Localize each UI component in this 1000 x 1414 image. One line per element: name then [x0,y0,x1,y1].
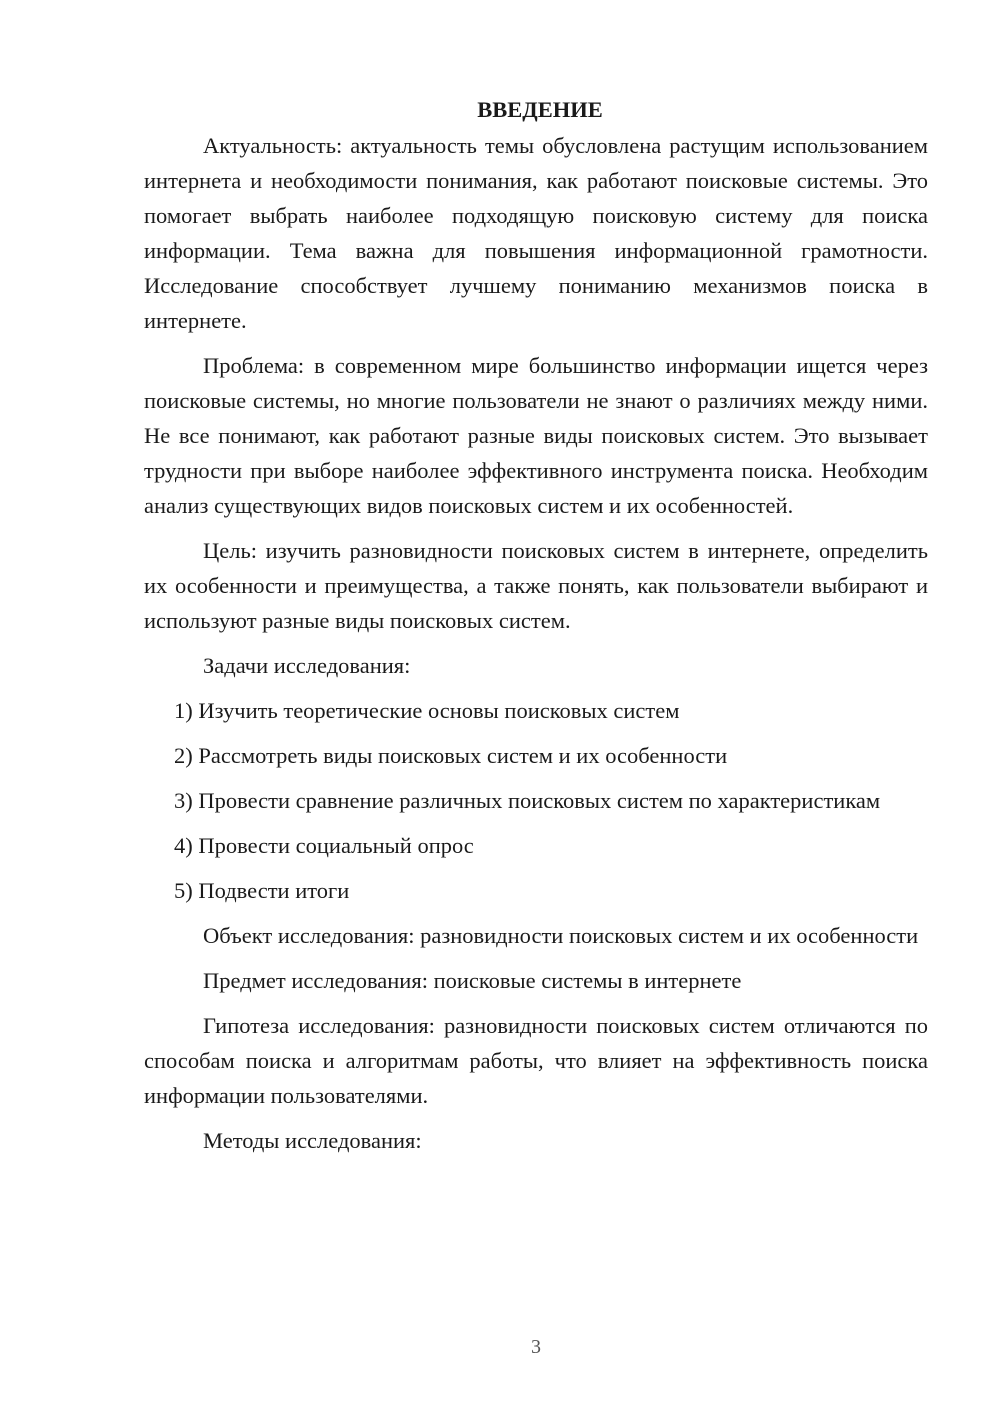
task-item: 2) Рассмотреть виды поисковых систем и их особенности [174,743,728,768]
task-item: 5) Подвести итоги [174,878,350,903]
relevance-paragraph: Актуальность: актуальность темы обусловлена растущим использованием интернета и необходимости понимания, как работают поисковые системы. Это помогает выбрать наиболее подходящую поисковую систему для поиска информации. Тема важна для повышения информационной грамотности. Исследование способствует лучшему пониманию механизмов поиска в интернете. [144,133,928,333]
tasks-title: Задачи исследования: [203,653,411,678]
task-item: 1) Изучить теоретические основы поисковых систем [174,698,680,723]
page-number: 3 [531,1336,541,1358]
page-content [144,92,928,1168]
task-item: 3) Провести сравнение различных поисковых систем по характеристикам [174,788,881,813]
task-item: 4) Провести социальный опрос [174,833,474,858]
page-heading: ВВЕДЕНИЕ [477,97,603,122]
problem-paragraph: Проблема: в современном мире большинство информации ищется через поисковые системы, но многие пользователи не знают о различиях между ними. Не все понимают, как работают разные виды поисковых систем. Это вызывает трудности при выборе наиболее эффективного инструмента поиска. Необходим анализ существующих видов поисковых систем и их особенностей. [144,353,928,518]
object-paragraph: Объект исследования: разновидности поисковых систем и их особенности [203,923,919,948]
goal-paragraph: Цель: изучить разновидности поисковых систем в интернете, определить их особенности и преимущества, а также понять, как пользователи выбирают и используют разные виды поисковых систем. [144,538,928,633]
subject-paragraph: Предмет исследования: поисковые системы в интернете [203,968,742,993]
hypothesis-paragraph: Гипотеза исследования: разновидности поисковых систем отличаются по способам поиска и алгоритмам работы, что влияет на эффективность поиска информации пользователями. [144,1013,928,1108]
methods-title: Методы исследования: [203,1128,422,1153]
